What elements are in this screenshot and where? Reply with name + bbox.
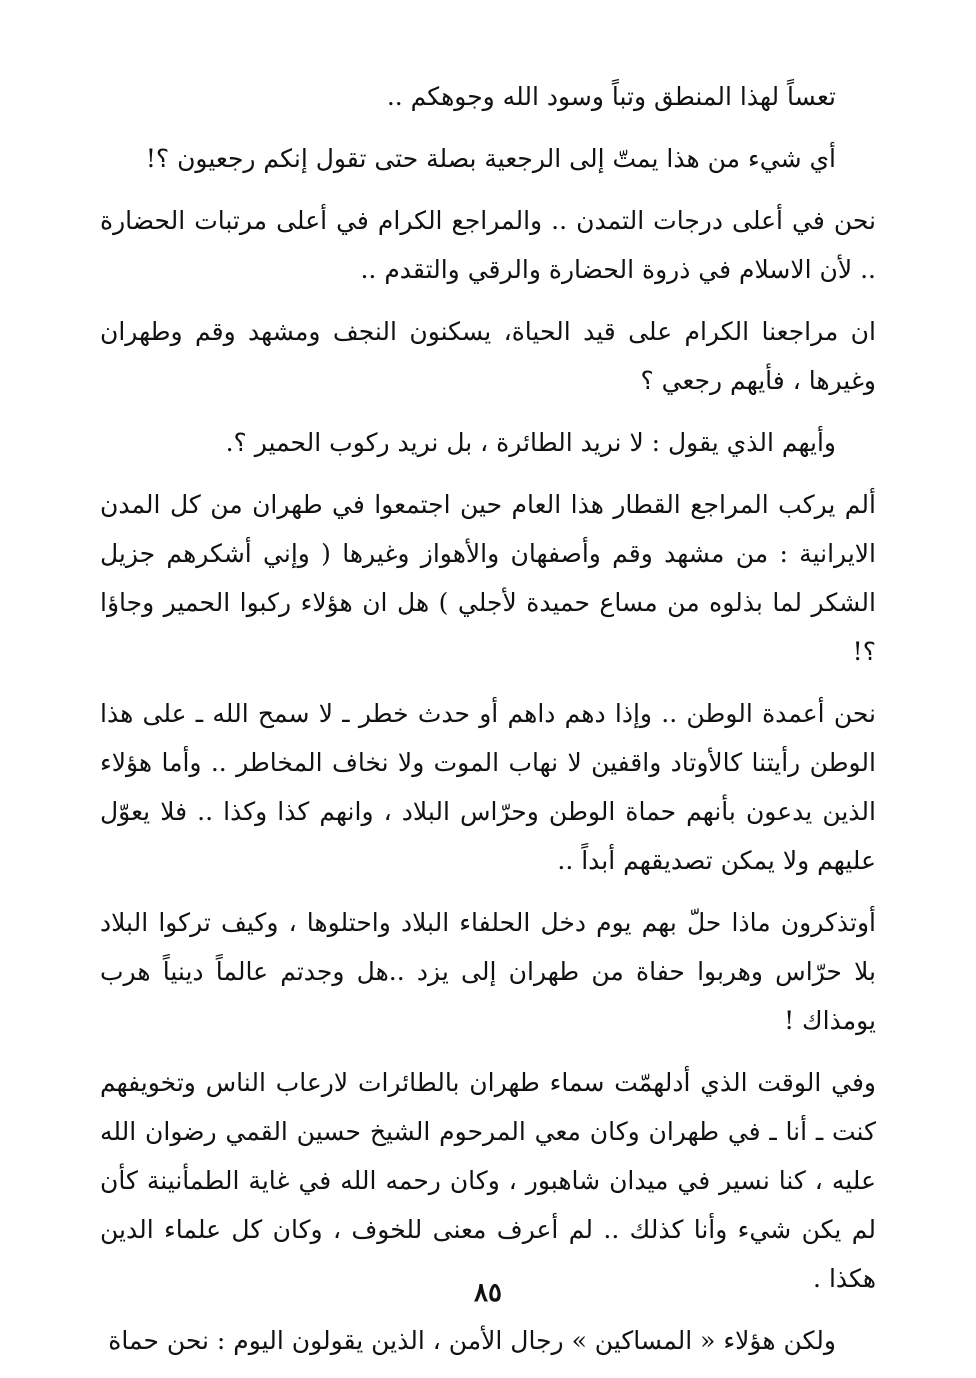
paragraph-3: نحن في أعلى درجات التمدن .. والمراجع الكرام في أعلى مرتبات الحضارة .. لأن الاسلام في ذروة الحضارة والرقي والتقدم .. <box>100 206 876 284</box>
paragraph-2: أي شيء من هذا يمتّ إلى الرجعية بصلة حتى تقول إنكم رجعيون ؟! <box>145 144 836 173</box>
paragraph-10: ولكن هؤلاء « المساكين » رجال الأمن ، الذين يقولون اليوم : نحن حماة <box>108 1326 836 1355</box>
paragraph-9: وفي الوقت الذي أدلهمّت سماء طهران بالطائرات لارعاب الناس وتخويفهم كنت ـ أنا ـ في طهران وكان معي المرحوم الشيخ حسين القمي رضوان الله عليه ، كنا نسير في ميدان شاهبور ، وكان رحمه الله في غاية الطمأنينة كأن لم يكن شيء وأنا كذلك .. لم أعرف معنى للخوف ، وكان كل علماء الدين هكذا . <box>100 1068 876 1293</box>
paragraph-6: ألم يركب المراجع القطار هذا العام حين اجتمعوا في طهران من كل المدن الايرانية : من مشهد وقم وأصفهان والأهواز وغيرها ( وإني أشكرهم جزيل الشكر لما بذلوه من مساع حميدة لأجلي ) هل ان هؤلاء ركبوا الحمير وجاؤا ؟! <box>100 490 876 666</box>
paragraph-8: أوتذكرون ماذا حلّ بهم يوم دخل الحلفاء البلاد واحتلوها ، وكيف تركوا البلاد بلا حرّاس وهربوا حفاة من طهران إلى يزد ..هل وجدتم عالماً دينياً هرب يومذاك ! <box>100 908 876 1035</box>
paragraph-4: ان مراجعنا الكرام على قيد الحياة، يسكنون النجف ومشهد وقم وطهران وغيرها ، فأيهم رجعي ؟ <box>100 317 876 395</box>
paragraph-1: تعساً لهذا المنطق وتباً وسود الله وجوهكم .. <box>386 82 836 111</box>
page-number: ٨٥ <box>474 1278 502 1308</box>
paragraph-5: وأيهم الذي يقول : لا نريد الطائرة ، بل نريد ركوب الحمير ؟. <box>225 428 836 457</box>
page-body <box>100 72 876 1378</box>
paragraph-7: نحن أعمدة الوطن .. وإذا دهم داهم أو حدث خطر ـ لا سمح الله ـ على هذا الوطن رأيتنا كالأوتاد واقفين لا نهاب الموت ولا نخاف المخاطر .. وأما هؤلاء الذين يدعون بأنهم حماة الوطن وحرّاس البلاد ، وانهم كذا وكذا .. فلا يعوّل عليهم ولا يمكن تصديقهم أبداً .. <box>100 699 876 875</box>
